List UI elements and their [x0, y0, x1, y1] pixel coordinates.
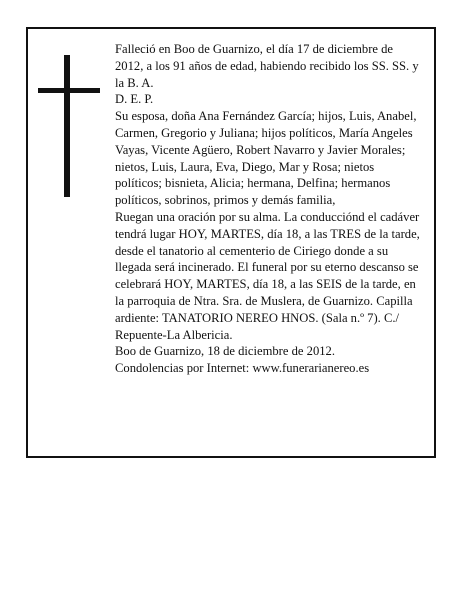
condolences-website: Condolencias por Internet: www.funerarianereo.es	[115, 361, 370, 376]
notice-text	[115, 41, 423, 377]
death-announcement: Falleció en Boo de Guarnizo, el día 17 de diciembre de 2012, a los 91 años de edad, habiendo recibido los SS. SS. y la B. A.	[115, 42, 419, 90]
rest-in-peace: D. E. P.	[115, 92, 154, 107]
cross-icon	[38, 55, 100, 197]
cross-vertical-bar	[64, 55, 70, 197]
cross-horizontal-bar	[38, 88, 100, 93]
funeral-details: Ruegan una oración por su alma. La conducciónd el cadáver tendrá lugar HOY, MARTES, día 18, a las TRES de la tarde, desde el tanatorio al cementerio de Ciriego donde a su llegada será incinerado. El funeral por su eterno descanso se celebrará HOY, MARTES, día 18, a las SEIS de la tarde, en la parroquia de Ntra. Sra. de Muslera, de Guarnizo. Capilla ardiente: TANATORIO NEREO HNOS. (Sala n.º 7). C./ Repuente-La Albericia.	[115, 209, 420, 342]
family-list: Su esposa, doña Ana Fernández García; hijos, Luis, Anabel, Carmen, Gregorio y Juliana; hijos políticos, María Angeles Vayas, Vicente Agüero, Robert Navarro y Javier Morales; nietos, Luis, Laura, Eva, Diego, Mar y Rosa; nietos políticos; bisnieta, Alicia; hermana, Delfina; hermanos políticos, sobrinos, primos y demás familia,	[115, 109, 417, 208]
obituary-notice	[26, 27, 436, 458]
place-date: Boo de Guarnizo, 18 de diciembre de 2012.	[115, 344, 335, 359]
